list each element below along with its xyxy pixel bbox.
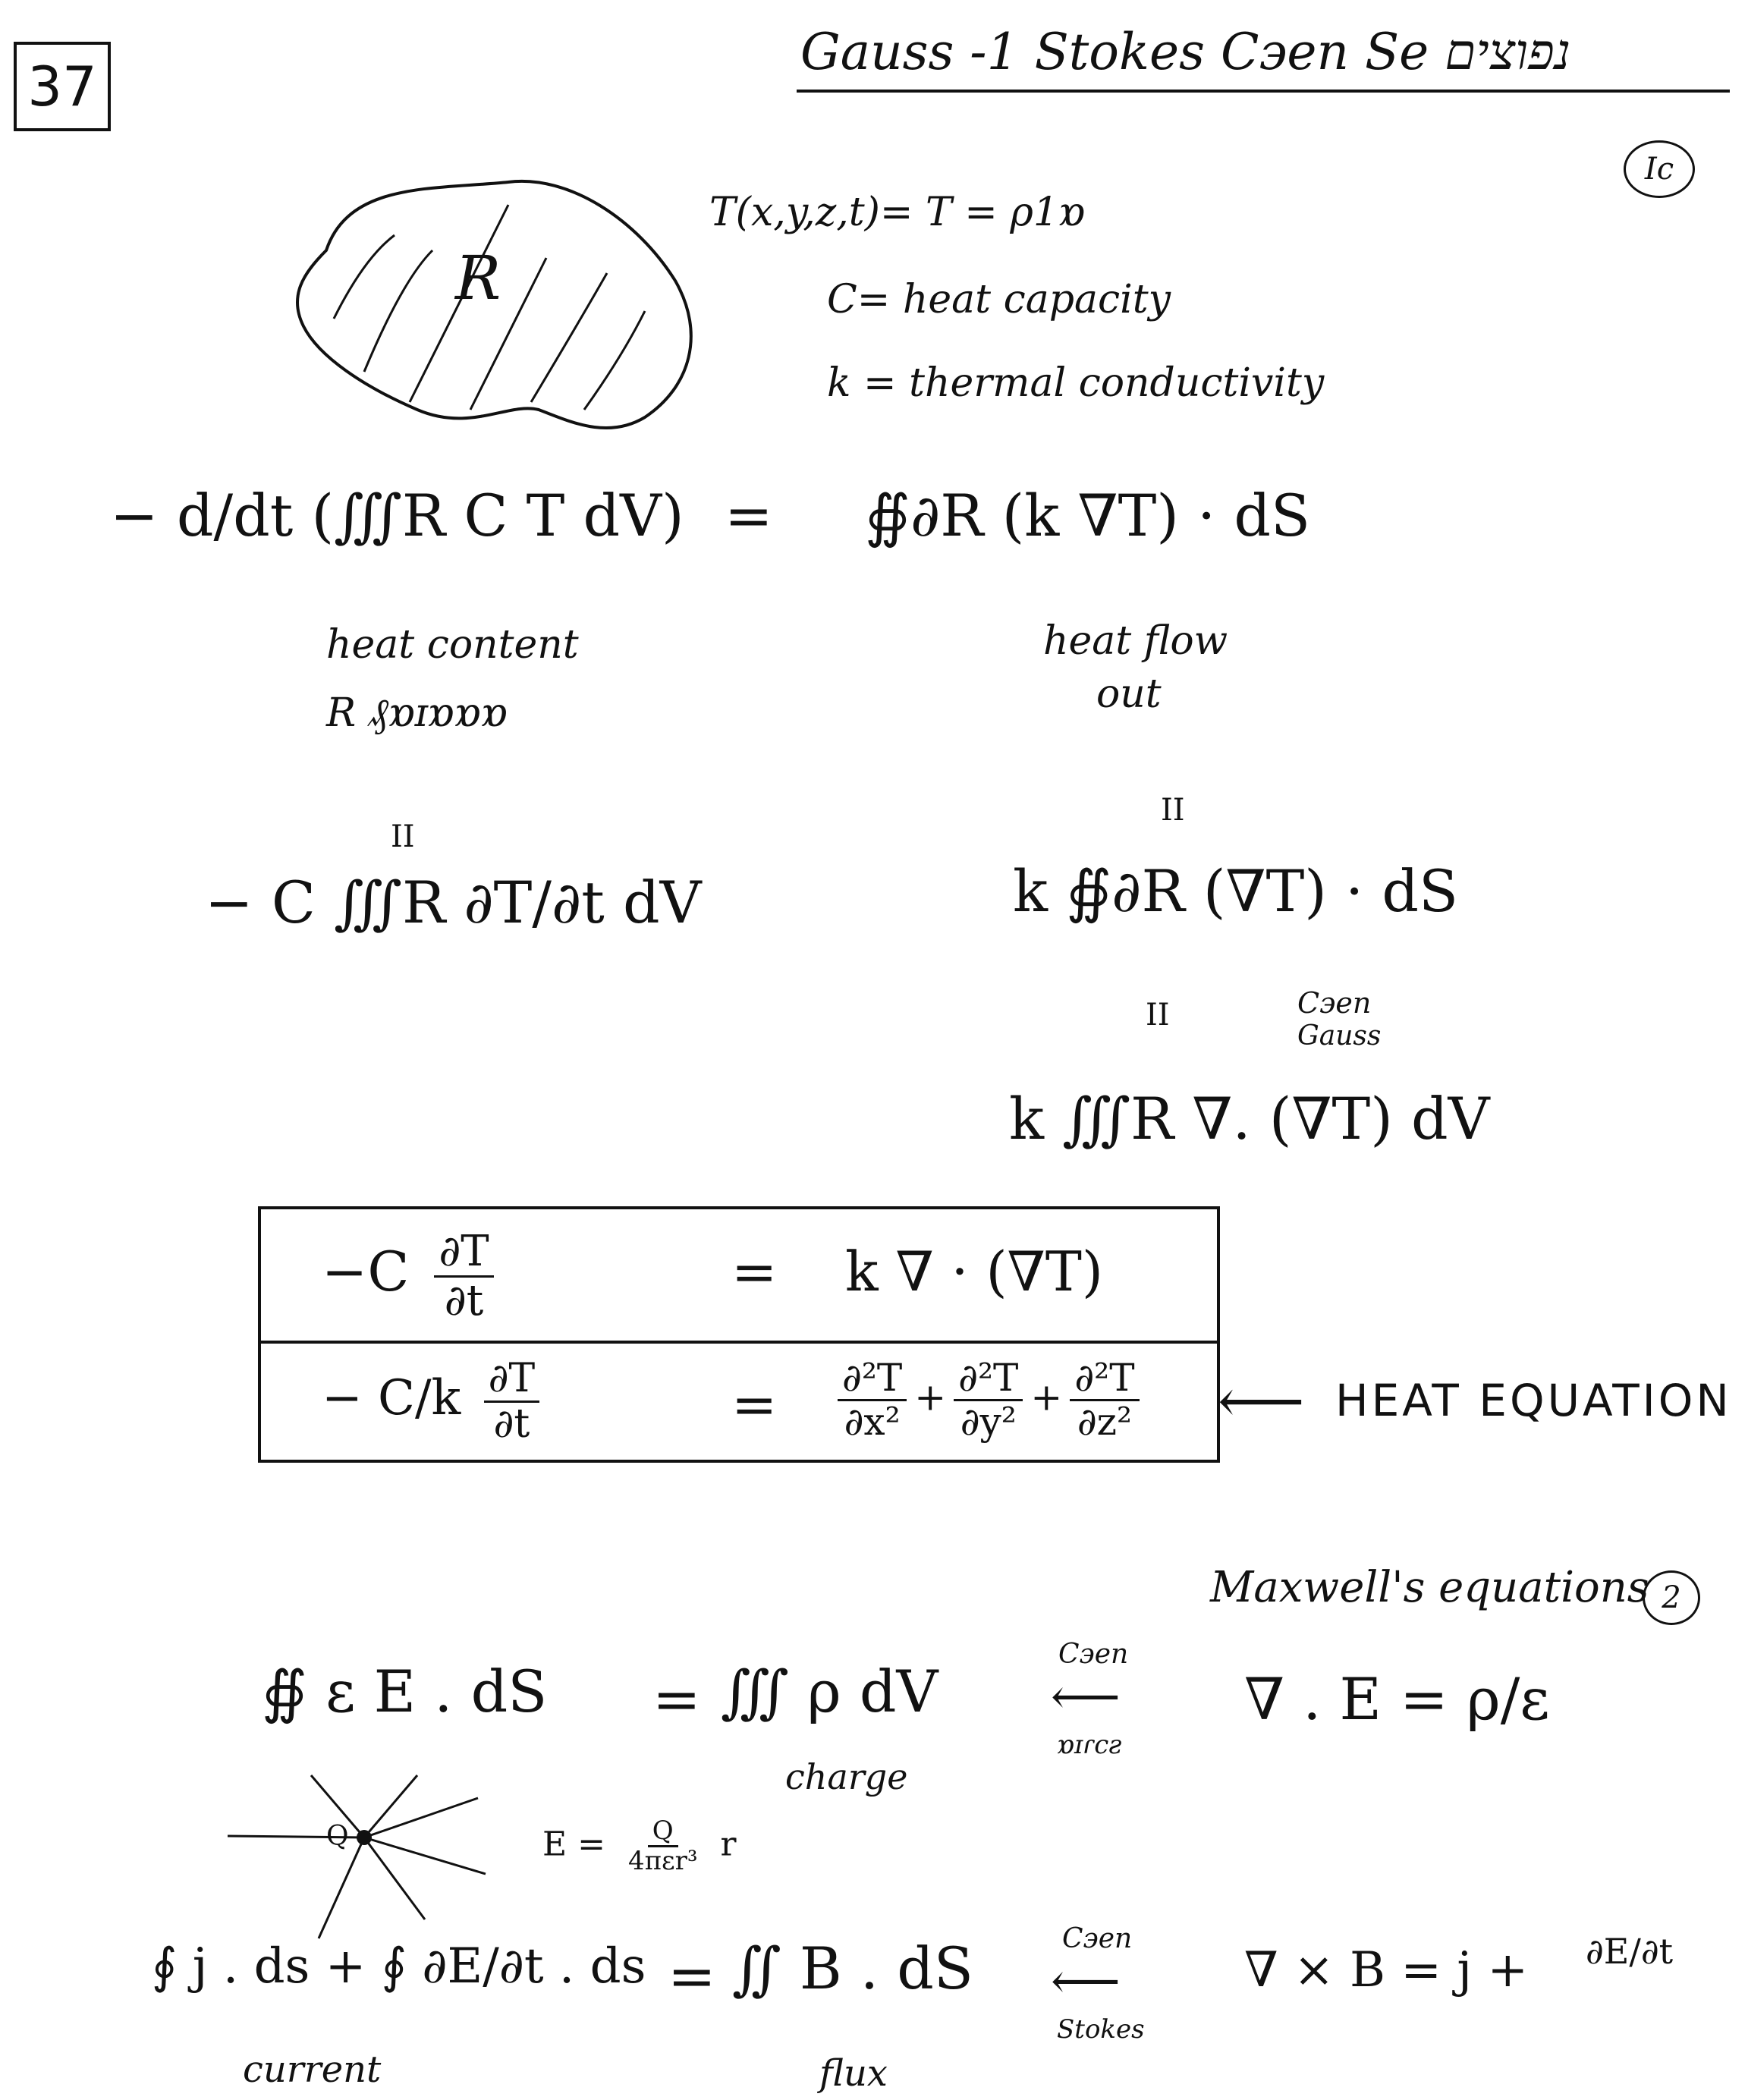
d2t-dy2-num: ∂²T (954, 1357, 1023, 1401)
box-row2-pre: − C/k (322, 1370, 461, 1427)
flux-label: flux (819, 2052, 888, 2095)
heat-content-label: heat content (326, 622, 579, 668)
heat-eq2-left: − C ∭R ∂T/∂t dV (205, 869, 702, 936)
heat-flow-out-label: out (1096, 671, 1162, 717)
equals-sign-right: II (1161, 793, 1185, 828)
equals-sign-gauss: II (1146, 998, 1170, 1033)
heat-eq1-left: − d/dt (∭R C T dV) (110, 482, 684, 549)
equals-sign-left: II (391, 819, 415, 854)
point-charge-label: Q (326, 1821, 349, 1852)
charge-label: charge (785, 1756, 908, 1797)
title-underline (797, 90, 1730, 93)
box-row2-frac (484, 1357, 540, 1446)
box-row1-den: ∂t (444, 1275, 484, 1325)
d2t-dz2-den: ∂z² (1077, 1400, 1133, 1444)
coulomb-num: Q (648, 1817, 678, 1847)
box-row1-right: k ∇ · (∇T) (845, 1240, 1103, 1303)
heat-equation-arrow: ⟵ (1218, 1366, 1305, 1436)
box-row1-pre: −C (322, 1240, 410, 1304)
maxwell-eq2-equals: = (668, 1942, 716, 2010)
box-row2-den: ∂t (493, 1401, 530, 1448)
coulomb-den: 4πεr³ (627, 1846, 698, 1877)
coulomb-e: E = (542, 1825, 605, 1864)
circle-mark-1: Ic (1624, 140, 1695, 198)
coulomb-r: r (720, 1825, 737, 1864)
page-title: Gauss -1 Stokes Cэen Se נפוצים (800, 23, 1571, 81)
box-row1-num: ∂T (434, 1228, 493, 1278)
box-row2-num: ∂T (484, 1357, 540, 1403)
box-row1-left (322, 1228, 501, 1324)
maxwell-arrow2-bottom: Stokes (1057, 2014, 1145, 2045)
point-charge-sketch (220, 1768, 508, 1950)
region-label: R (455, 243, 501, 313)
maxwell-arrow1-top: Cэen (1058, 1639, 1129, 1670)
d2t-dx2-den: ∂x² (844, 1400, 901, 1444)
plus-sign: + (914, 1375, 947, 1419)
d2t-dx2-num: ∂²T (838, 1357, 907, 1401)
coulomb-frac (624, 1817, 702, 1876)
box-row2-equals: = (731, 1372, 778, 1436)
box-row2-left (322, 1357, 547, 1446)
gauss-note-2: Gauss (1297, 1020, 1382, 1052)
box-divider (261, 1341, 1217, 1344)
page-number: 37 (14, 42, 111, 131)
heat-equation-box (258, 1206, 1220, 1463)
d2t-dx2 (838, 1357, 907, 1443)
box-row1-equals: = (731, 1240, 778, 1303)
def-thermal-conductivity: k = thermal conductivity (827, 360, 1325, 406)
maxwell-eq2-diff-tail: ∂E/∂t (1586, 1931, 1674, 1972)
d2t-dy2 (954, 1357, 1023, 1443)
maxwell-eq2-diff: ∇ × B = j + (1244, 1942, 1529, 1998)
maxwell-arrow2-top: Cэen (1062, 1923, 1133, 1954)
maxwell-eq1-left: ∯ ε E . dS (262, 1658, 548, 1725)
plus-sign: + (1030, 1375, 1063, 1419)
gauss-note-1: Cэen (1297, 986, 1372, 1020)
maxwell-eq1-right: ∭ ρ dV (721, 1658, 938, 1725)
maxwell-eq2-right: ∬ B . dS (732, 1935, 973, 2002)
maxwell-eq2-left: ∮ j . ds + ∮ ∂E/∂t . ds (152, 1938, 646, 1995)
box-row2-right (830, 1357, 1147, 1443)
maxwell-arrow1: ⟵ (1051, 1669, 1121, 1725)
heat-eq1-equals: = (725, 482, 773, 549)
maxwell-heading: Maxwell's equations (1210, 1563, 1649, 1612)
heat-flow-label: heat flow (1043, 618, 1228, 664)
coulomb-field (542, 1817, 737, 1876)
heat-eq3-right: k ∭R ∇. (∇T) dV (1009, 1085, 1490, 1152)
maxwell-arrow2: ⟵ (1051, 1954, 1121, 2010)
heat-content-label-2: R ₰ɒɪɒɒɒ (326, 690, 508, 736)
d2t-dy2-den: ∂y² (960, 1400, 1017, 1444)
heat-eq2-right: k ∯∂R (∇T) · dS (1013, 857, 1459, 925)
current-label: current (243, 2048, 382, 2091)
heat-equation-label: HEAT EQUATION (1335, 1375, 1732, 1426)
maxwell-eq1-equals: = (652, 1665, 701, 1733)
d2t-dz2 (1070, 1357, 1139, 1443)
maxwell-arrow1-bottom: ɒɪɾcƨ (1057, 1730, 1122, 1760)
d2t-dz2-num: ∂²T (1070, 1357, 1139, 1401)
heat-eq1-right: ∯∂R (k ∇T) · dS (865, 482, 1311, 549)
def-temperature: T(x,y,z,t)= T = ρ1ɒ (709, 190, 1086, 235)
circle-mark-2: 2 (1643, 1570, 1700, 1625)
maxwell-eq1-diff: ∇ . E = ρ/ε (1244, 1665, 1550, 1733)
def-heat-capacity: C= heat capacity (827, 277, 1171, 322)
box-row1-frac (434, 1228, 493, 1324)
